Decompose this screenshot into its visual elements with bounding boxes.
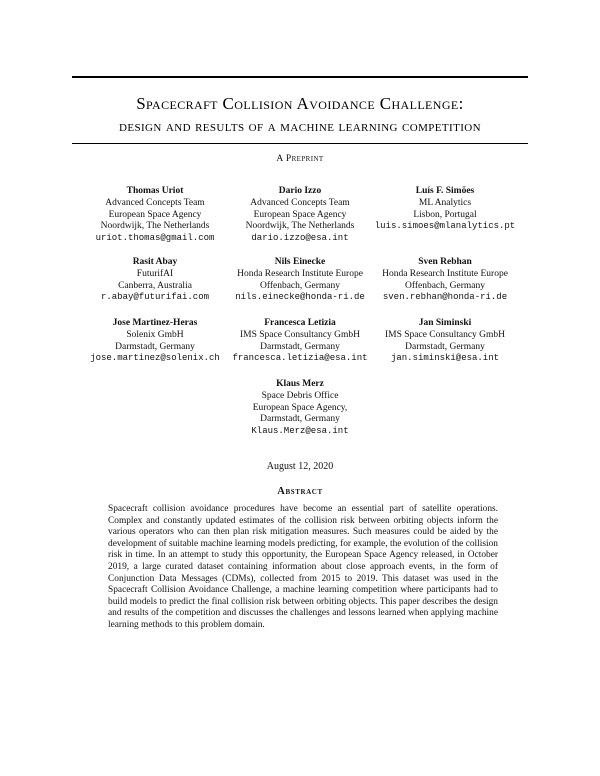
- author-block: [355, 318, 535, 365]
- author-email[interactable]: Klaus.Merz@esa.int: [251, 426, 349, 437]
- author-affiliation: IMS Space Consultancy GmbH: [239, 329, 361, 340]
- author-name: Dario Izzo: [278, 186, 322, 196]
- author-name: Francesca Letizia: [264, 318, 336, 328]
- author-location: Noordwijk, The Netherlands: [100, 221, 210, 232]
- author-affiliation: Honda Research Institute Europe: [237, 268, 363, 279]
- author-location: Darmstadt, Germany: [405, 341, 485, 352]
- author-email[interactable]: francesca.letizia@esa.int: [232, 353, 368, 364]
- author-email[interactable]: r.abay@futurifai.com: [100, 292, 210, 303]
- author-block: [210, 379, 390, 438]
- author-name: Sven Rebhan: [418, 257, 472, 267]
- author-location: Lisbon, Portugal: [413, 209, 477, 220]
- author-name: Jose Martinez-Heras: [112, 318, 198, 328]
- author-affiliation: Advanced Concepts Team: [105, 197, 205, 208]
- author-location: Darmstadt, Germany: [260, 341, 340, 352]
- author-email[interactable]: dario.izzo@esa.int: [251, 233, 349, 244]
- author-location: Noordwijk, The Netherlands: [245, 221, 355, 232]
- author-name: Rasit Abay: [132, 257, 178, 267]
- author-email[interactable]: nils.einecke@honda-ri.de: [235, 292, 365, 303]
- author-affiliation: Advanced Concepts Team: [250, 197, 350, 208]
- title-top-rule: [72, 76, 528, 78]
- author-block: [355, 186, 535, 233]
- abstract-heading: Abstract: [277, 486, 323, 497]
- author-location: Darmstadt, Germany: [260, 414, 340, 425]
- author-affiliation: European Space Agency: [253, 209, 347, 220]
- author-affiliation: IMS Space Consultancy GmbH: [384, 329, 506, 340]
- author-location: Canberra, Australia: [118, 280, 192, 291]
- author-email[interactable]: jose.martinez@solenix.ch: [90, 353, 220, 364]
- author-name: Jan Siminski: [418, 318, 472, 328]
- paper-title-line2: design and results of a machine learning competition: [119, 119, 481, 135]
- author-name: Thomas Uriot: [126, 186, 184, 196]
- author-name: Nils Einecke: [274, 257, 326, 267]
- author-affiliation: FuturifAI: [136, 268, 174, 279]
- preprint-label: A Preprint: [276, 154, 324, 164]
- author-location: Offenbach, Germany: [259, 280, 340, 291]
- author-affiliation: ML Analytics: [418, 197, 472, 208]
- publication-date: August 12, 2020: [266, 461, 334, 472]
- author-email[interactable]: uriot.thomas@gmail.com: [95, 233, 215, 244]
- paper-title-line1: Spacecraft Collision Avoidance Challenge:: [136, 94, 464, 113]
- author-affiliation: Space Debris Office: [261, 390, 339, 401]
- author-affiliation: Solenix GmbH: [126, 329, 184, 340]
- author-location: Darmstadt, Germany: [115, 341, 195, 352]
- title-bottom-rule: [72, 143, 528, 144]
- abstract-text: Spacecraft collision avoidance procedures have become an essential part of satellite operations. Complex and constantly updated estimates of the collision risk between orbiting objects inform the various operators who can then plan risk mitigation measures. Such measures could be aided by the development of suitable machine learning models predicting, for example, the evolution of the collision risk in time. In an attempt to study this opportunity, the European Space Agency released, in October 2019, a large curated dataset containing information about close approach events, in the form of Conjunction Data Messages (CDMs), collected from 2015 to 2019. This dataset was used in the Spacecraft Collision Avoidance Challenge, a machine learning competition where participants had to build models to predict the final collision risk between orbiting objects. This paper describes the design and results of the competition and discusses the challenges and lessons learned when applying machine learning methods to this problem domain.: [108, 504, 498, 630]
- author-block: [355, 257, 535, 304]
- author-affiliation: European Space Agency: [108, 209, 202, 220]
- author-email[interactable]: sven.rebhan@honda-ri.de: [382, 292, 508, 303]
- author-affiliation: European Space Agency,: [252, 402, 348, 413]
- author-affiliation: Honda Research Institute Europe: [382, 268, 508, 279]
- author-email[interactable]: luis.simoes@mlanalytics.pt: [374, 221, 516, 232]
- author-location: Offenbach, Germany: [404, 280, 485, 291]
- author-name: Luís F. Simões: [415, 186, 475, 196]
- author-name: Klaus Merz: [276, 379, 324, 389]
- author-email[interactable]: jan.siminski@esa.int: [390, 353, 500, 364]
